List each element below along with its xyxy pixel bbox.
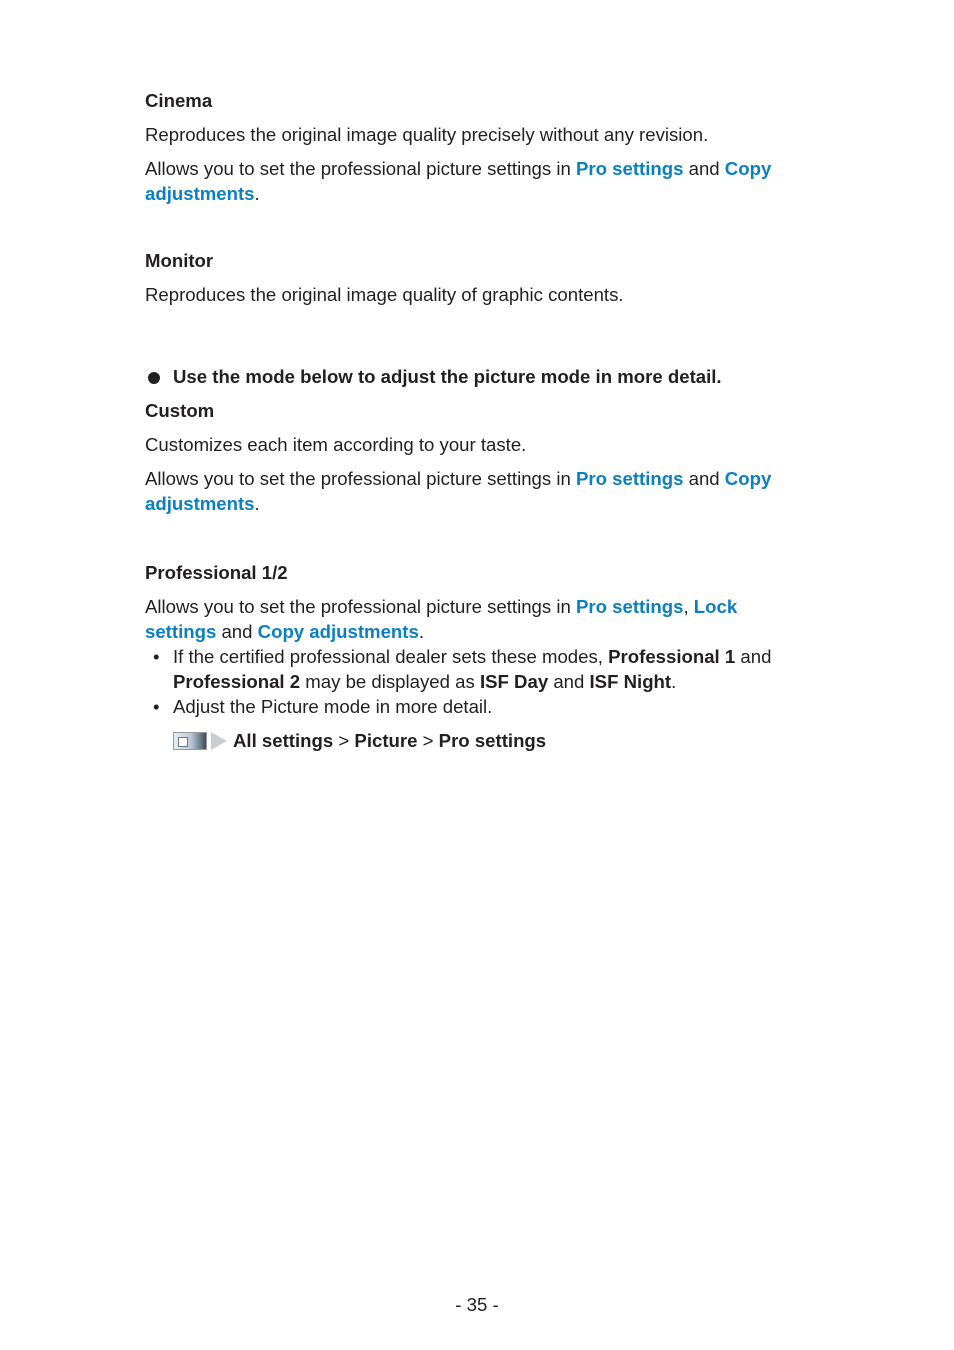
comma-text: , <box>683 596 694 617</box>
professional-title: Professional 1/2 <box>145 562 288 583</box>
professional-2-label: Professional 2 <box>173 671 301 692</box>
cinema-allows <box>145 156 805 206</box>
pro-settings-link[interactable]: Pro settings <box>575 468 684 489</box>
and-text: and <box>683 468 725 489</box>
pro-settings-path-link[interactable]: Pro settings <box>438 730 547 751</box>
menu-icon <box>173 732 207 750</box>
note-text: Use the mode below to adjust the picture mode in more detail. <box>173 366 722 387</box>
period: . <box>254 493 260 514</box>
professional-allows-text: Allows you to set the professional picture settings in <box>145 596 576 617</box>
page-number: - 35 - <box>455 1294 499 1315</box>
isf-day-label: ISF Day <box>479 671 549 692</box>
professional-1-label: Professional 1 <box>608 646 736 667</box>
all-settings-link[interactable]: All settings <box>233 730 334 751</box>
monitor-description: Reproduces the original image quality of graphic contents. <box>145 284 624 305</box>
period: . <box>418 621 424 642</box>
cinema-title: Cinema <box>145 90 213 111</box>
bullet1-text-4: and <box>548 671 590 692</box>
page-content <box>145 88 805 753</box>
cinema-description: Reproduces the original image quality precisely without any revision. <box>145 124 709 145</box>
bullet-mark: • <box>153 696 160 717</box>
custom-description: Customizes each item according to your taste. <box>145 434 527 455</box>
arrow-right-icon <box>211 732 227 750</box>
copy-adjustments-link[interactable]: Copy adjustments <box>145 468 772 514</box>
pro-settings-link[interactable]: Pro settings <box>575 158 684 179</box>
custom-allows <box>145 466 805 516</box>
list-item <box>145 644 805 694</box>
menu-path-icons <box>173 732 227 750</box>
bullet2-text: Adjust the Picture mode in more detail. <box>173 696 493 717</box>
bullet1-text-1: If the certified professional dealer sets these modes, <box>173 646 609 667</box>
bullet1-text-5: . <box>671 671 677 692</box>
pro-settings-link[interactable]: Pro settings <box>575 596 684 617</box>
and-text: and <box>216 621 258 642</box>
cinema-allows-text: Allows you to set the professional picture settings in <box>145 158 576 179</box>
custom-allows-text: Allows you to set the professional picture settings in <box>145 468 576 489</box>
picture-link[interactable]: Picture <box>354 730 418 751</box>
menu-path <box>145 728 805 753</box>
custom-title: Custom <box>145 400 215 421</box>
lock-settings-link[interactable]: Lock settings <box>145 596 738 642</box>
bullet-mark: • <box>153 646 160 667</box>
path-separator: > <box>333 730 355 751</box>
isf-night-label: ISF Night <box>589 671 672 692</box>
copy-adjustments-link[interactable]: Copy adjustments <box>145 158 772 204</box>
note-bullet <box>145 364 805 389</box>
bullet1-text-2: and <box>735 646 772 667</box>
and-text: and <box>683 158 725 179</box>
list-item <box>145 694 805 719</box>
period: . <box>254 183 260 204</box>
bullet-dot-icon <box>148 372 160 384</box>
bullet1-text-3: may be displayed as <box>300 671 480 692</box>
copy-adjustments-link[interactable]: Copy adjustments <box>257 621 419 642</box>
path-separator: > <box>417 730 439 751</box>
professional-allows <box>145 594 805 644</box>
monitor-title: Monitor <box>145 250 214 271</box>
